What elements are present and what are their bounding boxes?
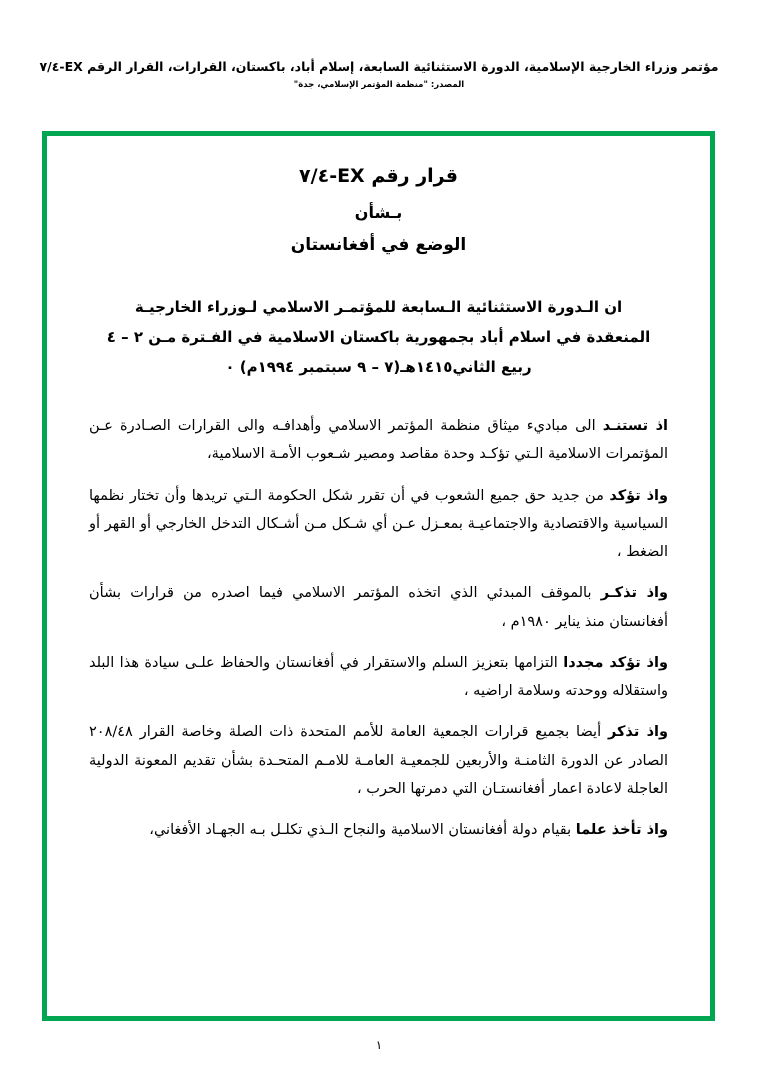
header-title: مؤتمر وزراء الخارجية الإسلامية، الدورة الاستثنائية السابعة، إسلام أباد، باكستان، القرارات، القرار الرقم EX-٧/٤: [39, 59, 719, 74]
preamble-line: المنعقدة في اسلام أباد بجمهورية باكستان الاسلامية في الفـترة مـن ٢ – ٤: [106, 328, 651, 346]
clause-item: [89, 718, 668, 803]
clause-lead: واذ تذكر: [607, 724, 669, 741]
clause-lead: واذ تؤكد: [609, 487, 668, 504]
clause-item: [89, 412, 668, 469]
clause-body: الى مباديء ميثاق منظمة المؤتمر الاسلامي وأهدافـه والى القرارات الصـادرة عـن المؤتمرات الاسلامية الـتي تؤكـد وحدة مقاصد ومصير شـعوب الأمـة الاسلامية،: [89, 418, 668, 463]
preamble-line: ان الـدورة الاستثنائية الـسابعة للمؤتمـر الاسلامي لـوزراء الخارجيـة: [134, 298, 623, 316]
clause-body: بالموقف المبدئي الذي اتخذه المؤتمر الاسلامي فيما اصدره من قرارات بشأن أفغانستان منذ يناير ١٩٨٠م ،: [89, 585, 668, 630]
clause-item: [89, 482, 668, 567]
clause-item: [89, 649, 668, 706]
clause-body: من جديد حق جميع الشعوب في أن تقرر شكل الحكومة الـتي تريدها وأن تختار نظمها السياسية والاقتصادية والاجتماعيـة بمعـزل عـن أي شـكل مـن أشـكال التدخل الخارجي أو القهر أو الضغط ،: [89, 487, 668, 561]
page-number: ١: [375, 1038, 383, 1052]
clause-lead: واذ تأخذ علما: [575, 822, 668, 839]
page-header: [0, 58, 758, 90]
header-source: المصدر: "منظمة المؤتمر الإسلامي، جدة": [293, 79, 465, 90]
title-block: [89, 162, 668, 258]
resolution-concerning-label: بـشأن: [354, 202, 403, 222]
resolution-number: قرار رقم EX-٧/٤: [299, 165, 458, 187]
document-body: [47, 136, 710, 867]
resolution-topic: الوضع في أفغانستان: [290, 234, 467, 255]
clause-list: [89, 412, 668, 844]
clause-body: بقيام دولة أفغانستان الاسلامية والنجاح الـذي تكلـل بـه الجهـاد الأفغاني،: [149, 822, 576, 839]
clause-body: أيضا بجميع قرارات الجمعية العامة للأمم المتحدة ذات الصلة وخاصة القرار ٢٠٨/٤٨ الصادر عن الدورة الثامنـة والأربعين للجمعيـة العامـة للامـم المتحـدة بشأن تقديم المعونة الدولية العاجلة لاعادة اعمار أفغانستـان التي دمرتها الحرب ،: [89, 724, 668, 797]
clause-lead: اذ تستنـد: [602, 418, 668, 434]
preamble-block: [89, 292, 668, 382]
clause-lead: واذ تذكـر: [600, 585, 668, 602]
preamble-line: ربيع الثاني١٤١٥هـ(٧ – ٩ سبتمبر ١٩٩٤م) ٠: [225, 358, 532, 376]
clause-lead: واذ تؤكد مجددا: [563, 654, 668, 671]
green-bordered-frame: [42, 131, 715, 1021]
clause-item: [89, 579, 668, 636]
clause-body: التزامها بتعزيز السلم والاستقرار في أفغانستان والحفاظ علـى سيادة هذا البلد واستقلاله ووحدته وسلامة اراضيه ،: [89, 654, 668, 700]
clause-item: [89, 816, 668, 844]
